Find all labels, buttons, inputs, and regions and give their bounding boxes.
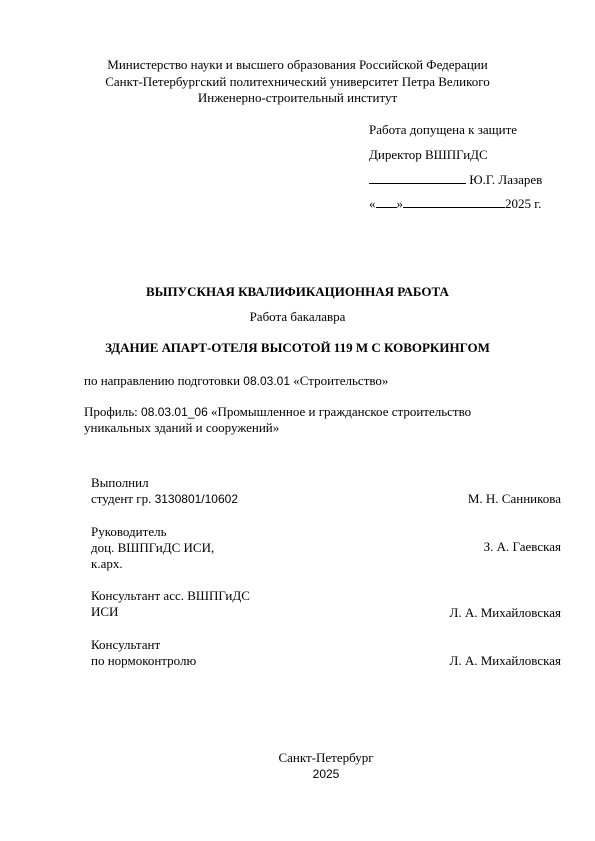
signature-blank	[369, 171, 466, 184]
footer-city: Санкт-Петербург	[278, 750, 374, 765]
admitted-text: Работа допущена к защите	[369, 122, 518, 137]
consultant2-role-1: Консультант	[91, 637, 161, 652]
executor-label: Выполнил	[91, 475, 149, 490]
date-quote-close: »	[396, 196, 403, 211]
consultant1-name: Л. А. Михайловская	[449, 605, 561, 620]
direction-name: «Строительство»	[290, 373, 389, 388]
profile-name-1: «Промышленное и гражданское строительство	[207, 404, 472, 419]
degree-subtitle: Работа бакалавра	[249, 309, 346, 324]
executor-role	[91, 491, 238, 507]
approval-date-line	[369, 195, 541, 212]
profile-code: 08.03.01_06	[141, 405, 208, 419]
executor-name: М. Н. Санникова	[467, 491, 561, 506]
director-name: Ю.Г. Лазарев	[469, 172, 543, 187]
thesis-topic: ЗДАНИЕ АПАРТ-ОТЕЛЯ ВЫСОТОЙ 119 М С КОВОРКИНГОМ	[105, 340, 490, 355]
director-signature-line	[369, 171, 542, 188]
consultant1-role-2: ИСИ	[91, 604, 119, 619]
executor-group: 3130801/10602	[154, 492, 238, 506]
work-type-title: ВЫПУСКНАЯ КВАЛИФИКАЦИОННАЯ РАБОТА	[146, 284, 449, 299]
director-title: Директор ВШПГиДС	[369, 147, 488, 162]
profile-line-1	[84, 404, 471, 420]
direction-prefix: по направлению подготовки	[84, 373, 244, 388]
consultant2-name: Л. А. Михайловская	[449, 653, 561, 668]
direction-line	[84, 373, 388, 389]
footer-year: 2025	[312, 767, 340, 781]
day-blank	[376, 195, 397, 208]
profile-prefix: Профиль:	[84, 404, 142, 419]
executor-role-prefix: студент гр.	[91, 491, 155, 506]
supervisor-role-2: к.арх.	[91, 556, 123, 571]
institute-line: Инженерно-строительный институт	[197, 90, 398, 105]
supervisor-role-1: доц. ВШПГиДС ИСИ,	[91, 540, 215, 555]
direction-code: 08.03.01	[243, 374, 291, 388]
profile-line-2: уникальных зданий и сооружений»	[84, 420, 280, 435]
consultant1-role-1: Консультант асс. ВШПГиДС	[91, 588, 250, 603]
consultant2-role-2: по нормоконтролю	[91, 653, 197, 668]
university-line: Санкт-Петербургский политехнический университет Петра Великого	[105, 74, 490, 89]
ministry-line: Министерство науки и высшего образования Российской Федерации	[107, 57, 488, 72]
date-quote-open: «	[369, 196, 376, 211]
supervisor-label: Руководитель	[91, 524, 167, 539]
supervisor-name: З. А. Гаевская	[483, 539, 561, 554]
month-blank	[403, 195, 505, 208]
approval-year: 2025 г.	[505, 196, 542, 211]
